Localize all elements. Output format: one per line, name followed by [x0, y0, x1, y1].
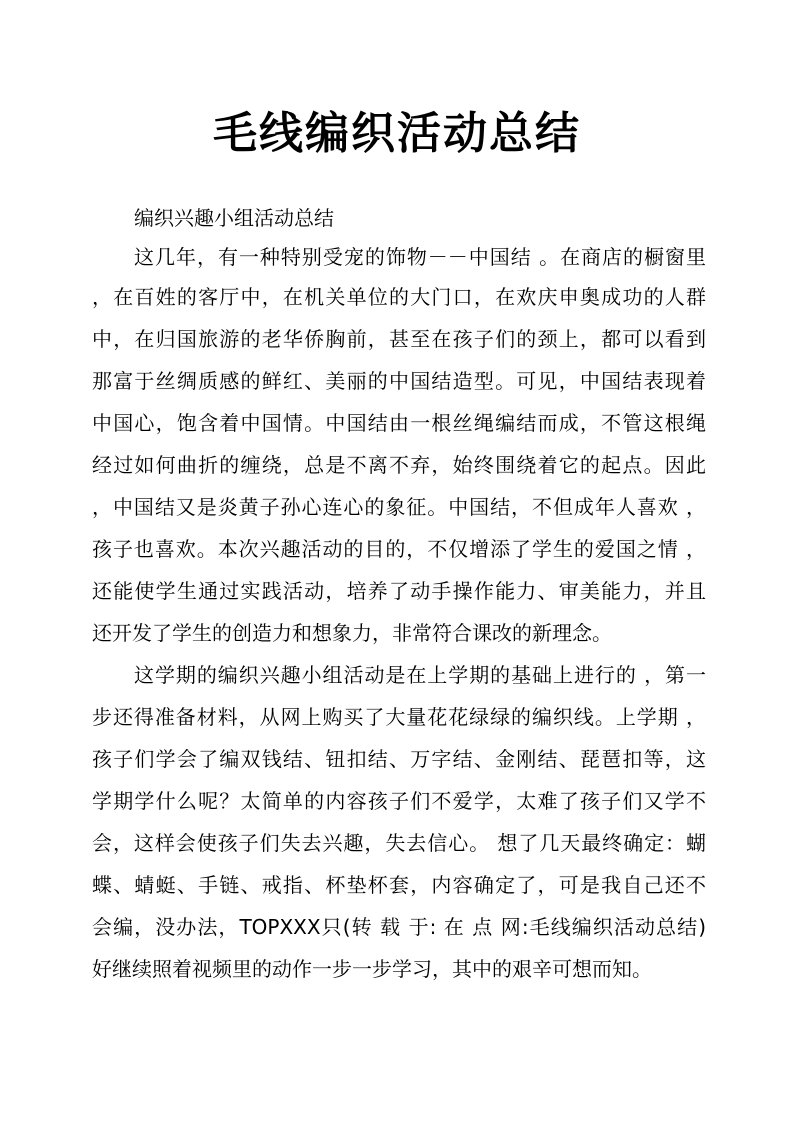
paragraph-1-line-1: 这几年，有一种特别受宠的饰物－－中国结 。在商店的橱窗里: [134, 245, 706, 269]
paragraph-2-line-3: 孩子们学会了编双钱结、钮扣结、万字结、金刚结、琵琶扣等，这: [92, 747, 706, 771]
document-title: 毛线编织活动总结: [213, 108, 581, 159]
paragraph-2-line-8: 好继续照着视频里的动作一步一步学习，其中的艰辛可想而知。: [92, 957, 652, 981]
paragraph-1-line-8: 孩子也喜欢。本次兴趣活动的目的，不仅增添了学生的爱国之情 ，: [92, 537, 706, 561]
paragraph-2-line-6: 蝶、蜻蜓、手链、戒指、杯垫杯套，内容确定了，可是我自己还不: [92, 873, 706, 897]
paragraph-1-line-3: 中，在归国旅游的老华侨胸前，甚至在孩子们的颈上，都可以看到: [92, 327, 706, 351]
paragraph-2-line-7: 会编，没办法，TOPXXX只(转 载 于: 在 点 网:毛线编织活动总结): [92, 915, 706, 939]
paragraph-2-line-2: 步还得准备材料，从网上购买了大量花花绿绿的编织线。上学期 ，: [92, 705, 706, 729]
paragraph-1-line-7: ，中国结又是炎黄子孙心连心的象征。中国结，不但成年人喜欢 ，: [92, 495, 706, 519]
document-subtitle: 编织兴趣小组活动总结: [134, 206, 334, 230]
paragraph-1-line-5: 中国心，饱含着中国情。中国结由一根丝绳编结而成，不管这根绳: [92, 411, 706, 435]
paragraph-1-line-10: 还开发了学生的创造力和想象力，非常符合课改的新理念。: [92, 621, 612, 645]
paragraph-1-line-4: 那富于丝绸质感的鲜红、美丽的中国结造型。可见，中国结表现着: [92, 369, 706, 393]
paragraph-1-line-2: ，在百姓的客厅中，在机关单位的大门口，在欢庆申奥成功的人群: [92, 285, 706, 309]
paragraph-1-line-6: 经过如何曲折的缠绕，总是不离不弃，始终围绕着它的起点。因此: [92, 453, 706, 477]
paragraph-1-line-9: 还能使学生通过实践活动，培养了动手操作能力、审美能力，并且: [92, 579, 706, 603]
paragraph-2-line-4: 学期学什么呢？太简单的内容孩子们不爱学，太难了孩子们又学不: [92, 789, 706, 813]
paragraph-2-line-1: 这学期的编织兴趣小组活动是在上学期的基础上进行的 ，第一: [134, 663, 706, 687]
paragraph-2-line-5: 会，这样会使孩子们失去兴趣，失去信心。 想了几天最终确定：蝴: [92, 831, 706, 855]
